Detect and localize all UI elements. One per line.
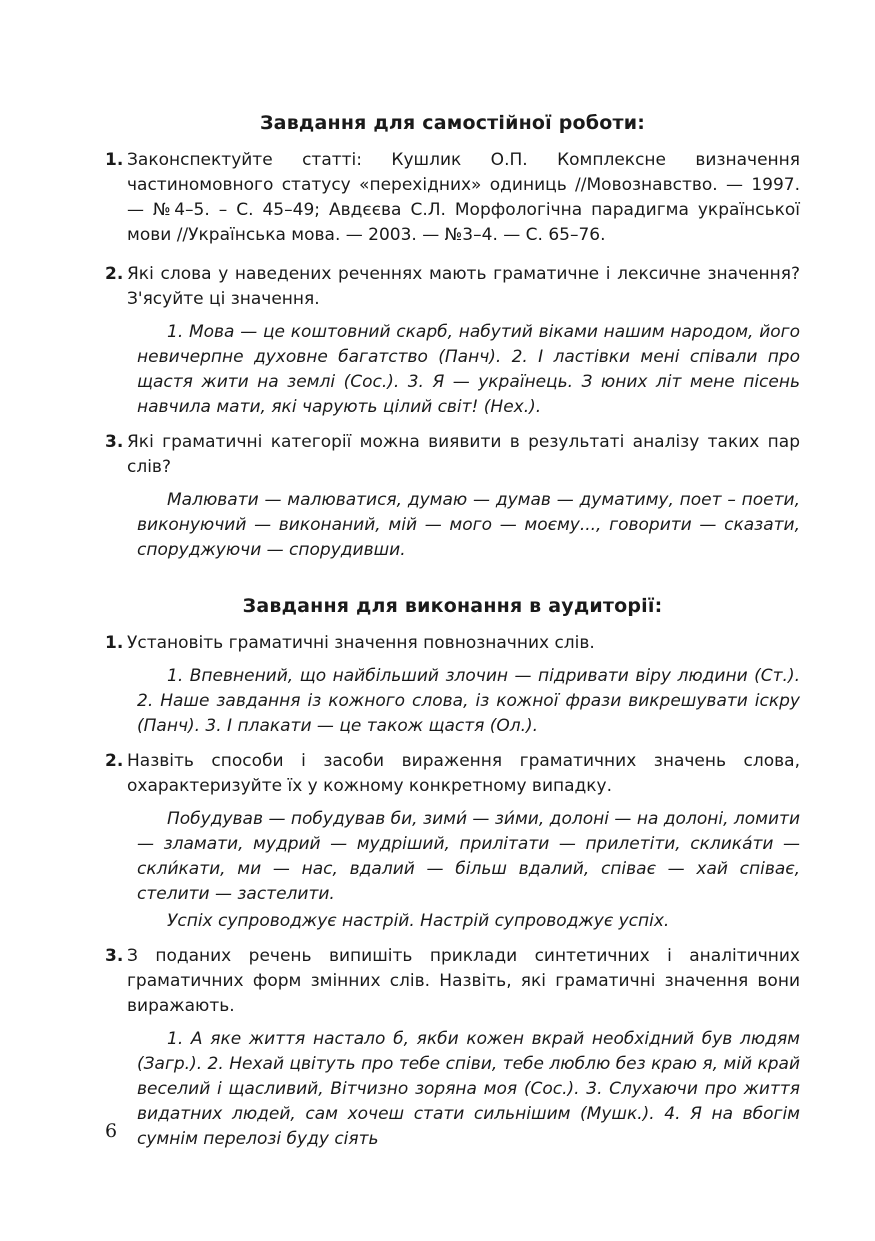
task-1-2	[105, 262, 800, 312]
page-content	[105, 112, 800, 1162]
task-text: Установіть граматичні значення повнозначних слів.	[127, 633, 595, 653]
task-2-2	[105, 749, 800, 799]
task-2-1	[105, 631, 800, 656]
task-1-3	[105, 430, 800, 480]
task-2-2-example-2: Успіх супроводжує настрій. Настрій супроводжує успіх.	[167, 911, 670, 931]
task-1-2-example: 1. Мова — це коштовний скарб, набутий віками нашим народом, його невичерпне духовне багатство (Панч). 2. І ластівки мені співали про щастя жити на землі (Сос.). 3. Я — українець. З юних літ мене пісень навчила мати, які чарують цілий світ! (Нех.).	[137, 322, 800, 417]
section1-heading: Завдання для самостійної роботи:	[259, 112, 646, 134]
task-number: 2.	[105, 751, 124, 771]
task-2-1-example: 1. Впевнений, що найбільший злочин — підривати віру людини (Ст.). 2. Наше завдання із кожного слова, із кожної фрази викрешувати іскру (Панч). 3. І плакати — це також щастя (Ол.).	[137, 666, 800, 736]
task-number: 2.	[105, 264, 124, 284]
section2-heading: Завдання для виконання в аудиторії:	[242, 595, 663, 617]
task-text: Які слова у наведених реченнях мають граматичне і лексичне значення? З'ясуйте ці значення.	[127, 264, 800, 309]
task-number: 1.	[105, 633, 124, 653]
task-1-3-example: Малювати — малюватися, думаю — думав — думатиму, поет – поети, виконуючий — виконаний, мій — мого — моєму..., говорити — сказати, споруджуючи — спорудивши.	[137, 490, 800, 560]
task-text: Законспектуйте статті: Кушлик О.П. Комплексне визначення частиномовного статусу «перехідних» одиниць //Мовознавство. — 1997. — №4–5. – С. 45–49; Авдєєва С.Л. Морфологічна парадигма української мови //Українська мова. — 2003. — №3–4. — С. 65–76.	[127, 150, 800, 245]
task-2-3	[105, 944, 800, 1019]
task-number: 3.	[105, 946, 124, 966]
task-text: З поданих речень випишіть приклади синтетичних і аналітичних граматичних форм змінних слів. Назвіть, які граматичні значення вони виражають.	[127, 946, 800, 1016]
task-1-1	[105, 148, 800, 248]
page-number: 6	[105, 1120, 118, 1142]
task-text: Які граматичні категорії можна виявити в результаті аналізу таких пар слів?	[127, 432, 800, 477]
task-number: 3.	[105, 432, 124, 452]
task-2-3-example: 1. А яке життя настало б, якби кожен вкрай необхідний був людям (Загр.). 2. Нехай цвітуть про тебе співи, тебе люблю без краю я, мій край веселий і щасливий, Вітчизно зоряна моя (Сос.). 3. Слухаючи про життя видатних людей, сам хочеш стати сильнішим (Мушк.). 4. Я на вбогім сумнім перелозі буду сіять	[137, 1029, 800, 1149]
task-text: Назвіть способи і засоби вираження граматичних значень слова, охарактеризуйте їх у кожному конкретному випадку.	[127, 751, 800, 796]
task-2-2-example: Побудував — побудував би, зими́ — зи́ми, долоні — на долоні, ломити — зламати, мудрий — мудріший, прилітати — прилетіти, склика́ти — скли́кати, ми — нас, вдалий — більш вдалий, співає — хай співає, стелити — застелити.	[137, 809, 800, 904]
task-number: 1.	[105, 150, 124, 170]
